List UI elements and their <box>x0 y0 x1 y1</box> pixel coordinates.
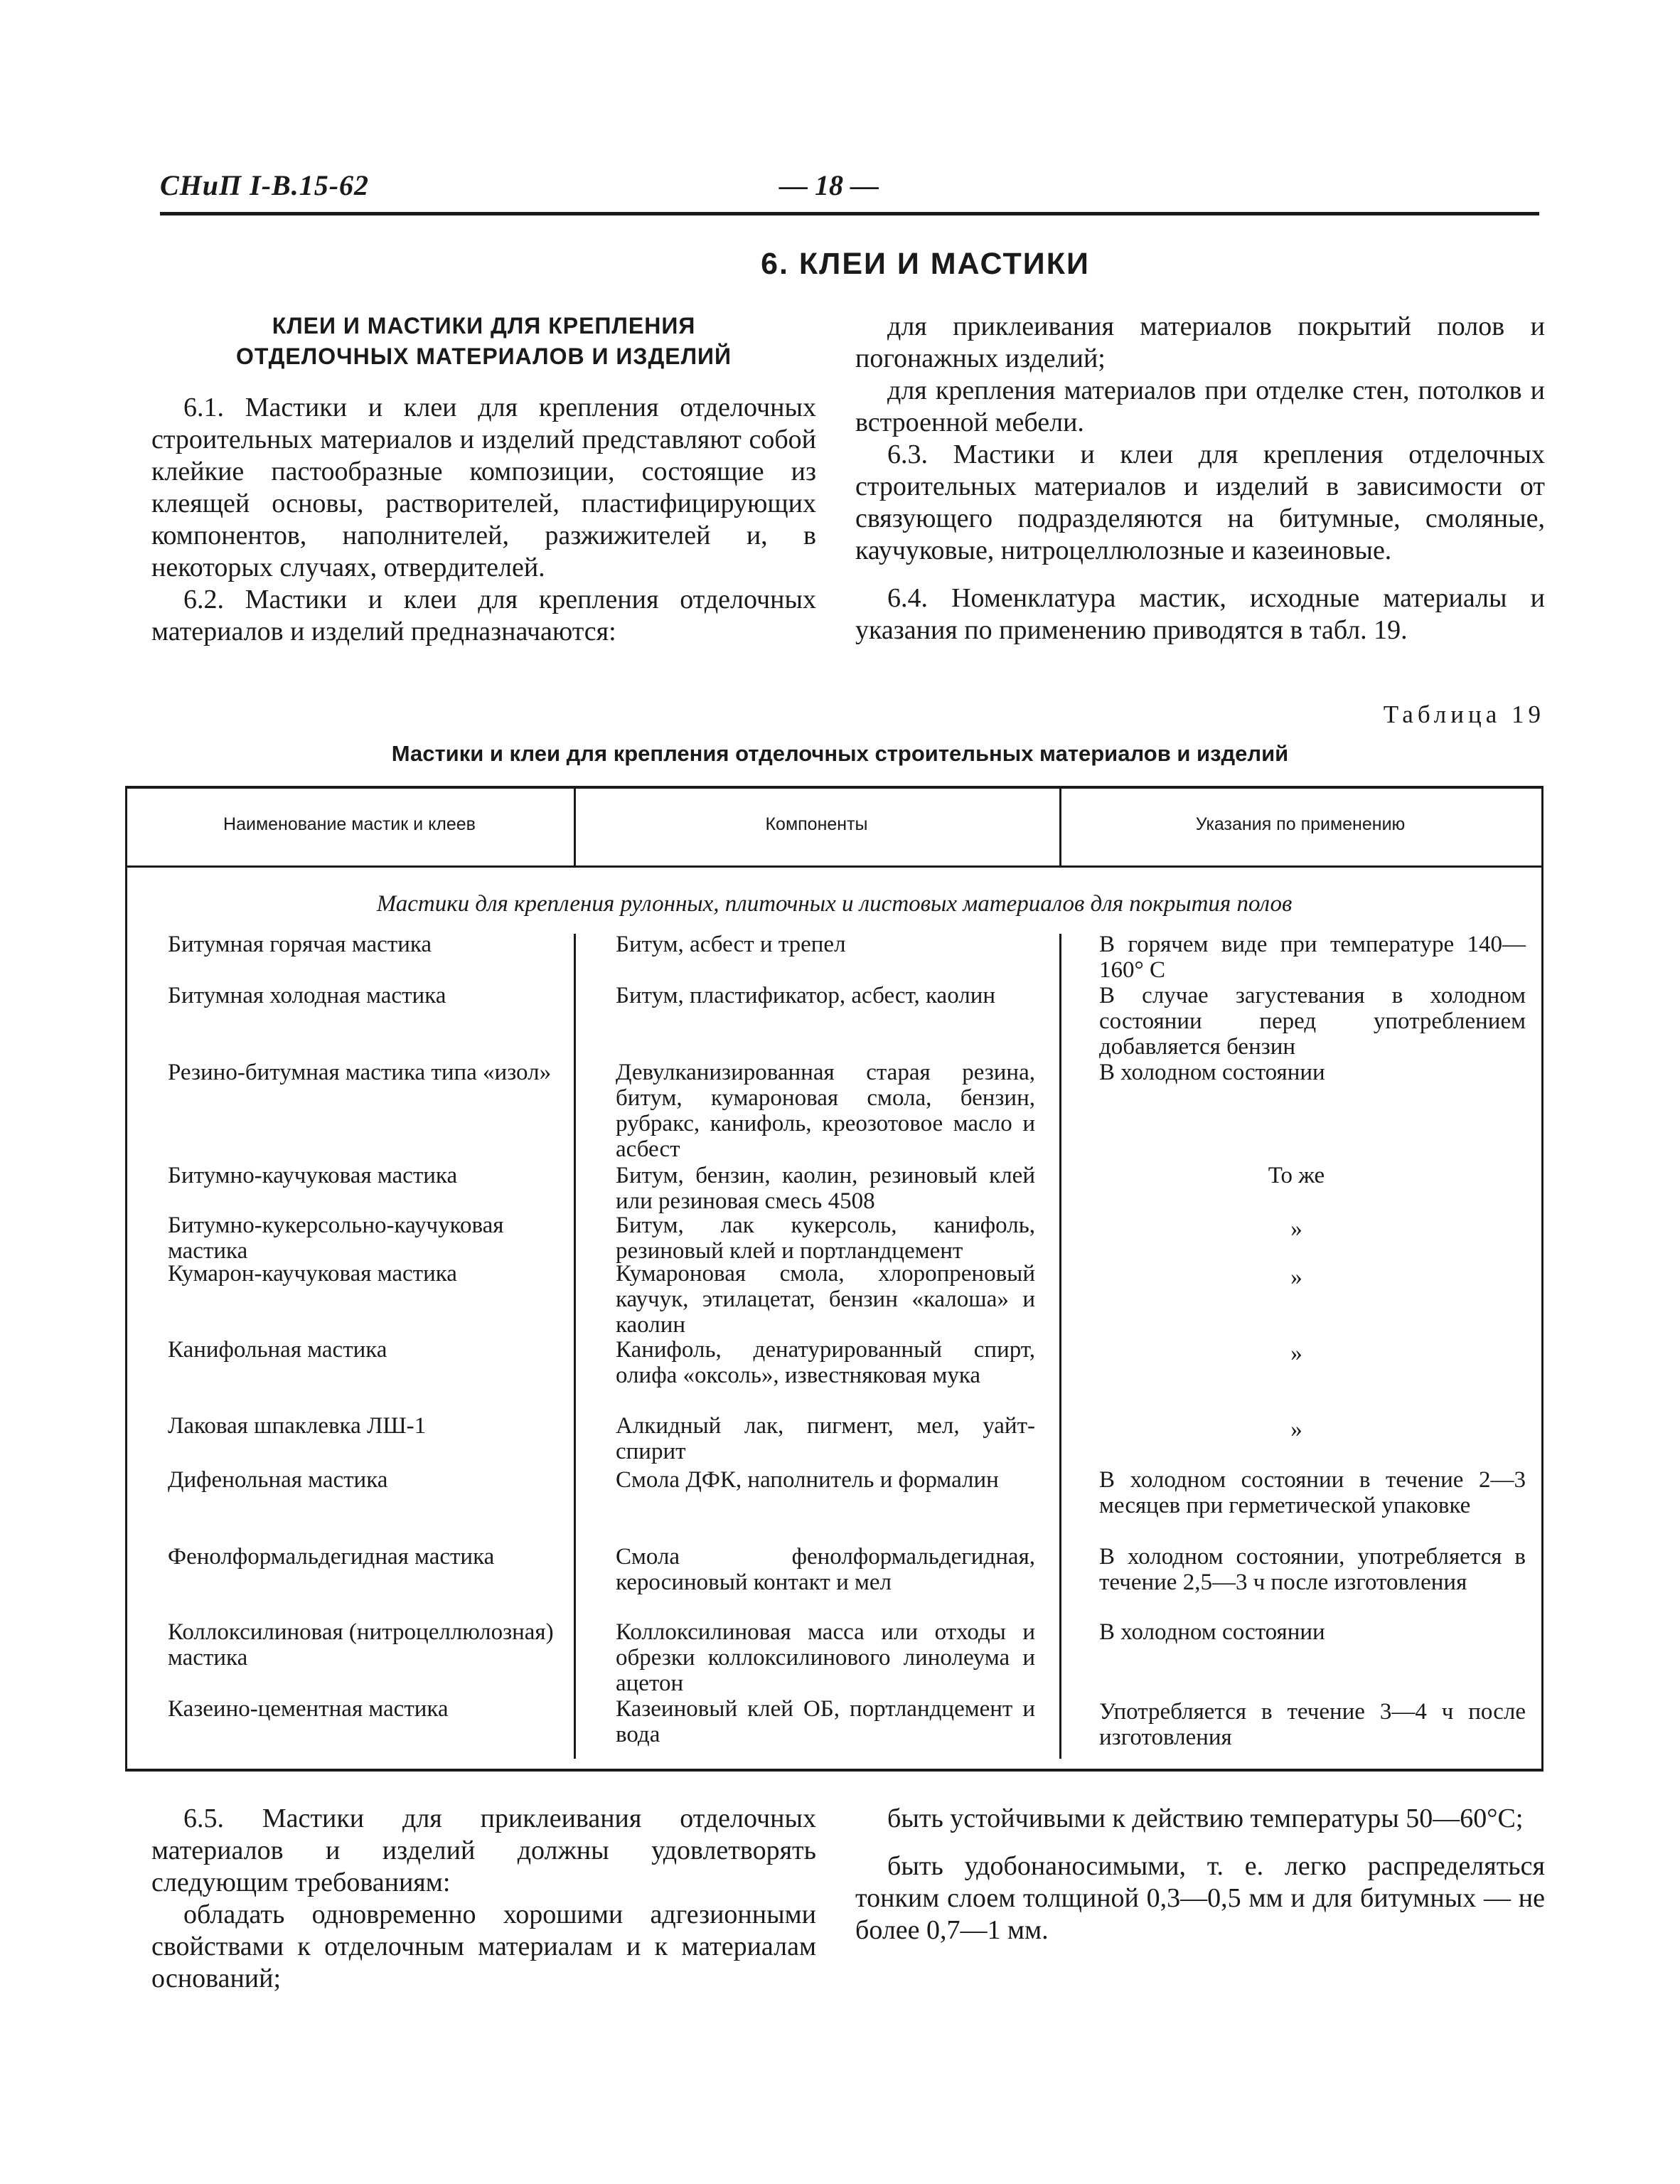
requirement-temperature: быть устойчивыми к действию температуры 50—60°С; <box>887 1804 1524 1833</box>
subheading-line-2: ОТДЕЛОЧНЫХ МАТЕРИАЛОВ И ИЗДЕЛИЙ <box>235 343 732 369</box>
table-right-border <box>1541 786 1543 1772</box>
row-5-name: Кумарон-каучуковая мастика <box>168 1261 457 1287</box>
row-8-components: Смола ДФК, наполнитель и формалин <box>616 1467 999 1493</box>
row-10-components: Коллоксилиновая масса или отходы и обрезки коллоксилинового линолеума и ацетон <box>616 1619 1035 1696</box>
row-9-name: Фенолформальдегидная мастика <box>168 1544 495 1570</box>
row-4-name: Битумно-кукерсольно-каучуковая мастика <box>168 1213 504 1264</box>
paragraph-6-2: 6.2. Мастики и клеи для крепления отделочных материалов и изделий предназначаются: <box>151 585 816 646</box>
row-1-usage: В случае загустевания в холодном состоянии перед употреблением добавляется бензин <box>1099 983 1526 1060</box>
row-7-name: Лаковая шпаклевка ЛШ-1 <box>168 1413 427 1439</box>
row-4-components: Битум, лак кукерсоль, канифоль, резиновый клей и портландцемент <box>616 1213 1035 1264</box>
row-1-name: Битумная холодная мастика <box>168 983 446 1008</box>
row-9-components: Смола фенолформальдегидная, керосиновый контакт и мел <box>616 1544 1035 1595</box>
subheading <box>151 311 816 372</box>
row-3-usage: То же <box>1268 1163 1325 1188</box>
purpose-item-walls: для крепления материалов при отделке стен, потолков и встроенной мебели. <box>855 375 1545 437</box>
row-4-usage: » <box>1290 1216 1302 1242</box>
requirement-application: быть удобонаносимыми, т. е. легко распределяться тонким слоем толщиной 0,3—0,5 мм и для битумных — не более 0,7—1 мм. <box>855 1851 1545 1945</box>
page-number: — 18 — <box>779 169 879 201</box>
row-0-components: Битум, асбест и трепел <box>616 932 846 957</box>
row-6-name: Канифольная мастика <box>168 1337 387 1363</box>
table-number: Таблица 19 <box>1383 701 1545 728</box>
table-top-rule <box>125 786 1543 789</box>
paragraph-6-4: 6.4. Номенклатура мастик, исходные материалы и указания по применению приводятся в табл. 19. <box>855 583 1545 645</box>
row-6-usage: » <box>1290 1341 1302 1366</box>
row-2-components: Девулканизированная старая резина, битум, кумароновая смола, бензин, рубракс, канифоль, креозотовое масло и асбест <box>616 1060 1035 1162</box>
row-2-name: Резино-битумная мастика типа «изол» <box>168 1060 552 1085</box>
table-bottom-rule <box>125 1769 1543 1772</box>
row-0-name: Битумная горячая мастика <box>168 932 432 957</box>
mastics-table <box>125 786 1543 1771</box>
bottom-right-column <box>855 1803 1545 1946</box>
row-5-usage: » <box>1290 1264 1302 1290</box>
header-components: Компоненты <box>765 814 868 834</box>
paragraph-6-3: 6.3. Мастики и клеи для крепления отделочных строительных материалов и изделий в зависимости от связующего подразделяются на битумные, смоляные, каучуковые, нитроцеллюлозные и казеиновые. <box>855 440 1545 565</box>
row-9-usage: В холодном состоянии, употребляется в течение 2,5—3 ч после изготовления <box>1099 1544 1526 1595</box>
row-11-components: Казеиновый клей ОБ, портландцемент и вода <box>616 1696 1035 1747</box>
purpose-item-floors: для приклеивания материалов покрытий полов и погонажных изделий; <box>855 311 1545 373</box>
row-0-usage: В горячем виде при температуре 140—160° С <box>1099 932 1526 983</box>
bottom-left-column <box>151 1803 816 1995</box>
section-title: 6. КЛЕИ И МАСТИКИ <box>761 247 1090 281</box>
left-column <box>151 311 816 648</box>
row-5-components: Кумароновая смола, хлоропреновый каучук, этилацетат, бензин «калоша» и каолин <box>616 1261 1035 1338</box>
row-11-name: Казеино-цементная мастика <box>168 1696 449 1722</box>
row-3-name: Битумно-каучуковая мастика <box>168 1163 458 1188</box>
row-7-usage: » <box>1290 1417 1302 1442</box>
row-8-usage: В холодном состоянии в течение 2—3 месяцев при герметической упаковке <box>1099 1467 1526 1518</box>
requirement-adhesion: обладать одновременно хорошими адгезионными свойствами к отделочным материалам и к материалам оснований; <box>151 1900 816 1993</box>
table-caption: Мастики и клеи для крепления отделочных строительных материалов и изделий <box>391 741 1289 766</box>
row-2-usage: В холодном состоянии <box>1099 1060 1325 1085</box>
row-10-name: Коллоксилиновая (нитроцеллюлозная) мастика <box>168 1619 554 1671</box>
paragraph-6-5: 6.5. Мастики для приклеивания отделочных материалов и изделий должны удовлетворять следующим требованиям: <box>151 1804 816 1897</box>
subheading-line-1: КЛЕИ И МАСТИКИ ДЛЯ КРЕПЛЕНИЯ <box>272 313 696 339</box>
document-code: СНиП I-В.15-62 <box>160 169 370 201</box>
row-3-components: Битум, бензин, каолин, резиновый клей или резиновая смесь 4508 <box>616 1163 1035 1214</box>
row-11-usage: Употребляется в течение 3—4 ч после изготовления <box>1099 1699 1526 1750</box>
row-1-components: Битум, пластификатор, асбест, каолин <box>616 983 996 1008</box>
row-7-components: Алкидный лак, пигмент, мел, уайт-спирит <box>616 1413 1035 1464</box>
header-rule <box>160 212 1539 215</box>
column-divider-2 <box>1059 934 1061 1759</box>
row-8-name: Дифенольная мастика <box>168 1467 388 1493</box>
group-title: Мастики для крепления рулонных, плиточных и листовых материалов для покрытия полов <box>376 891 1293 917</box>
paragraph-6-1: 6.1. Мастики и клеи для крепления отделочных строительных материалов и изделий представляют собой клейкие пастообразные композиции, состоящие из клеящей основы, растворителей, пластифицирующих компонентов, наполнителей, разжижителей и, в некоторых случаях, отвердителей. <box>151 393 816 582</box>
right-column <box>855 311 1545 646</box>
row-6-components: Канифоль, денатурированный спирт, олифа «оксоль», известняковая мука <box>616 1337 1035 1388</box>
table-left-border <box>125 786 127 1772</box>
header-usage: Указания по применению <box>1195 814 1406 834</box>
row-10-usage: В холодном состоянии <box>1099 1619 1325 1645</box>
header-name: Наименование мастик и клеев <box>223 814 476 834</box>
